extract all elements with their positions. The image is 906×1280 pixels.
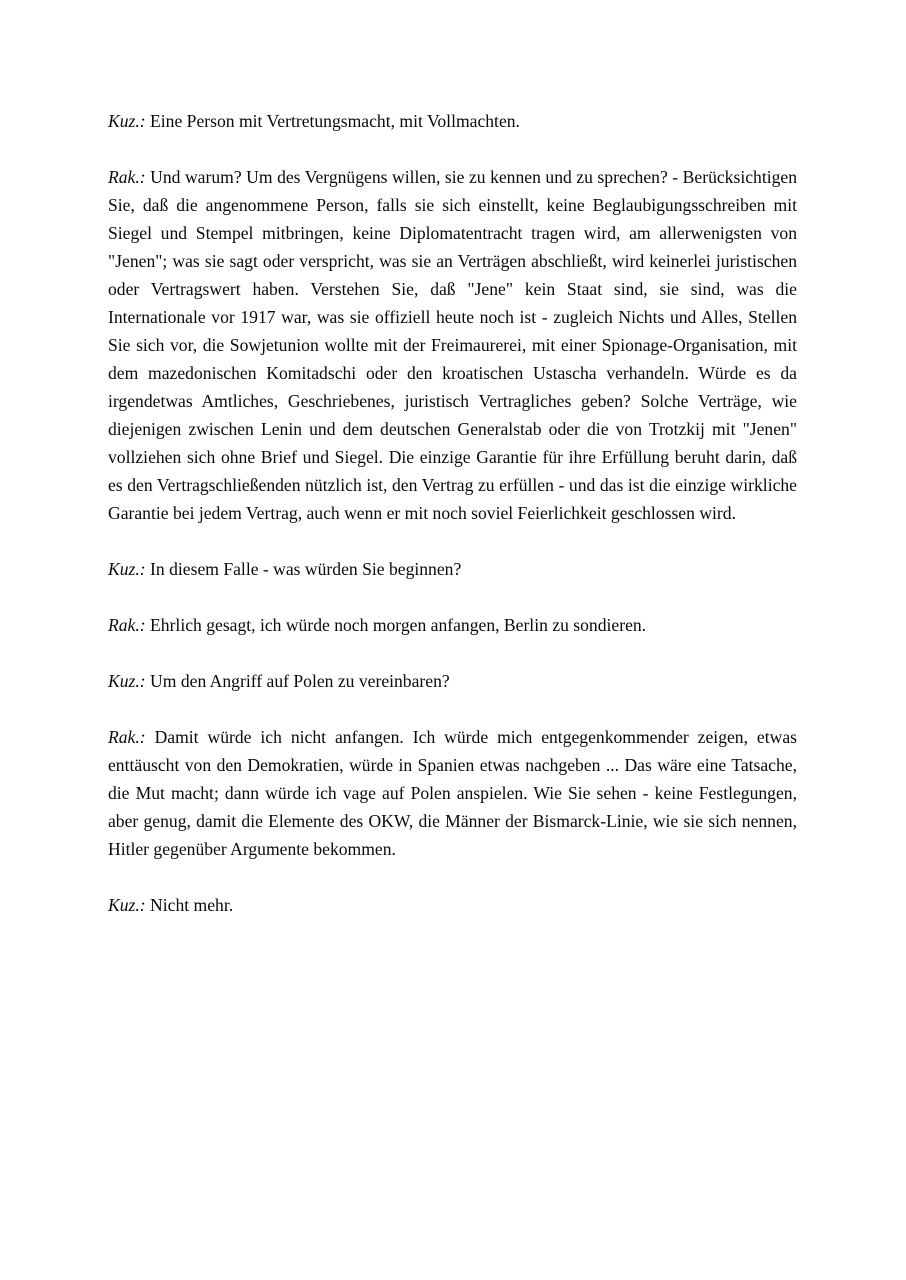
speaker-label: Kuz.: bbox=[108, 111, 146, 131]
dialogue-paragraph bbox=[108, 891, 797, 919]
speech-text: Und warum? Um des Vergnügens willen, sie zu kennen und zu sprechen? - Berücksichtigen Sie, daß die angenommene Person, falls sie sich einstellt, keine Beglaubigungsschreiben mit Siegel und Stempel mitbringen, keine Diplomatentracht tragen wird, am allerwenigsten von "Jenen"; was sie sagt oder verspricht, was sie an Verträgen abschließt, wird keinerlei juristischen oder Vertragswert haben. Verstehen Sie, daß "Jene" kein Staat sind, sie sind, was die Internationale vor 1917 war, was sie offiziell heute noch ist - zugleich Nichts und Alles, Stellen Sie sich vor, die Sowjetunion wollte mit der Freimaurerei, mit einer Spionage-Organisation, mit dem mazedonischen Komitadschi oder den kroatischen Ustascha verhandeln. Würde es da irgendetwas Amtliches, Geschriebenes, juristisch Vertragliches geben? Solche Verträge, wie diejenigen zwischen Lenin und dem deutschen Generalstab oder die von Trotzkij mit "Jenen" vollziehen sich ohne Brief und Siegel. Die einzige Garantie für ihre Erfüllung beruht darin, daß es den Vertragschließenden nützlich ist, den Vertrag zu erfüllen - und das ist die einzige wirkliche Garantie bei jedem Vertrag, auch wenn er mit noch soviel Feierlichkeit geschlossen wird. bbox=[108, 167, 797, 523]
speaker-label: Kuz.: bbox=[108, 671, 146, 691]
speech-text: In diesem Falle - was würden Sie beginnen? bbox=[150, 559, 462, 579]
dialogue-paragraph bbox=[108, 107, 797, 135]
speaker-label: Kuz.: bbox=[108, 895, 146, 915]
dialogue-paragraph bbox=[108, 611, 797, 639]
dialogue-paragraph bbox=[108, 723, 797, 863]
speaker-label: Kuz.: bbox=[108, 559, 146, 579]
speaker-label: Rak.: bbox=[108, 727, 146, 747]
speaker-label: Rak.: bbox=[108, 167, 146, 187]
dialogue-paragraph bbox=[108, 163, 797, 527]
speaker-label: Rak.: bbox=[108, 615, 146, 635]
speech-text: Damit würde ich nicht anfangen. Ich würde mich entgegenkommender zeigen, etwas enttäuscht von den Demokratien, würde in Spanien etwas nachgeben ... Das wäre eine Tatsache, die Mut macht; dann würde ich vage auf Polen anspielen. Wie Sie sehen - keine Festlegungen, aber genug, damit die Elemente des OKW, die Männer der Bismarck-Linie, wie sie sich nennen, Hitler gegenüber Argumente bekommen. bbox=[108, 727, 797, 859]
dialogue-paragraph bbox=[108, 555, 797, 583]
dialogue-paragraph bbox=[108, 667, 797, 695]
document-text bbox=[108, 107, 797, 919]
speech-text: Ehrlich gesagt, ich würde noch morgen anfangen, Berlin zu sondieren. bbox=[150, 615, 647, 635]
speech-text: Nicht mehr. bbox=[150, 895, 234, 915]
speech-text: Um den Angriff auf Polen zu vereinbaren? bbox=[150, 671, 450, 691]
speech-text: Eine Person mit Vertretungsmacht, mit Vollmachten. bbox=[150, 111, 520, 131]
